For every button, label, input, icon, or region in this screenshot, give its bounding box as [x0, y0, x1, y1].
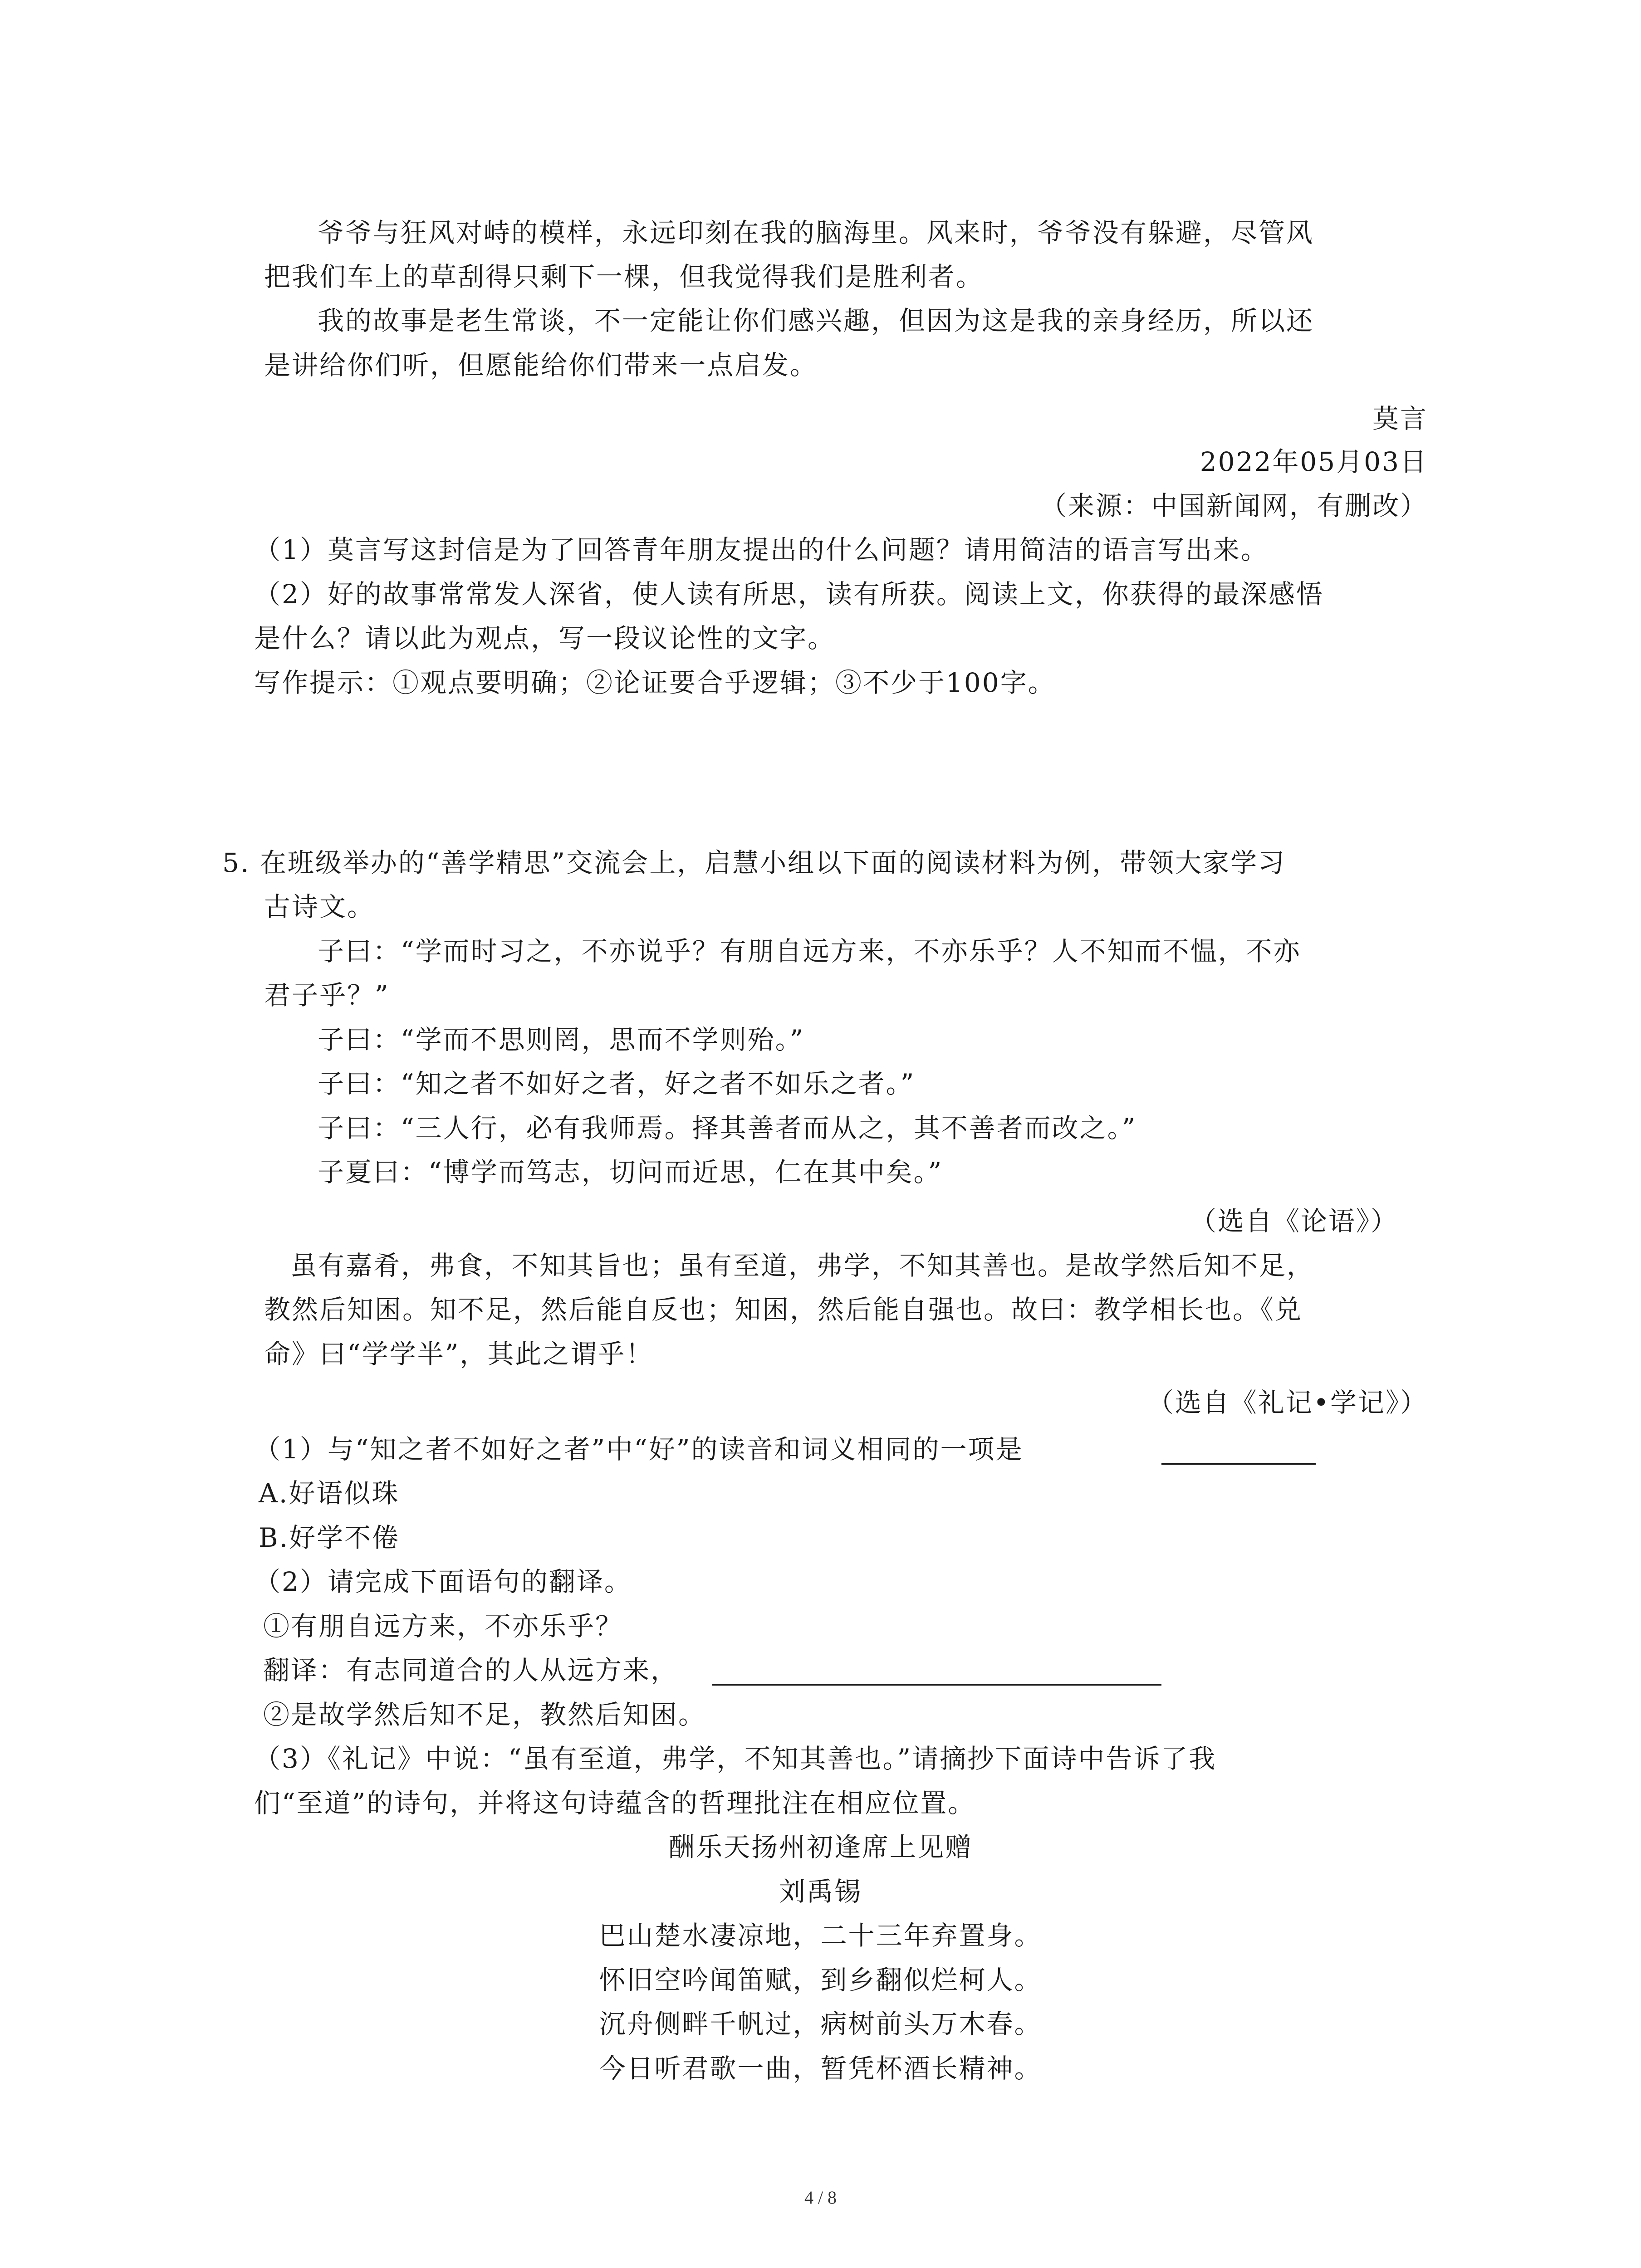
liji-line-3: 命》曰“学学半”，其此之谓乎！ — [264, 1339, 654, 1369]
letter-paragraph-2-line-2: 是讲给你们听，但愿能给你们带来一点启发。 — [264, 350, 818, 381]
liji-line-2: 教然后知困。知不足，然后能自反也；知困，然后能自强也。故曰：教学相长也。《兑 — [264, 1294, 1303, 1325]
q5-sentence-2: ②是故学然后知不足，教然后知困。 — [263, 1699, 706, 1730]
q5-sub1-answer-blank[interactable] — [1161, 1463, 1316, 1465]
lunyu-line-6: 子夏曰：“博学而笃志，切问而近思，仁在其中矣。” — [318, 1157, 943, 1188]
letter-paragraph-1-line-1: 爷爷与狂风对峙的模样，永远印刻在我的脑海里。风来时，爷爷没有躲避，尽管风 — [318, 217, 1314, 248]
q5-option-b: B.好学不倦 — [259, 1522, 400, 1553]
q5-sub3-line-1: （3）《礼记》中说：“虽有至道，弗学，不知其善也。”请摘抄下面诗中告诉了我 — [254, 1743, 1217, 1774]
lunyu-source: （选自《论语》） — [1190, 1206, 1398, 1237]
poem-title: 酬乐天扬州初逢席上见赠 — [668, 1832, 973, 1862]
letter-paragraph-1-line-2: 把我们车上的草刮得只剩下一棵，但我觉得我们是胜利者。 — [264, 261, 984, 292]
lunyu-line-3: 子曰：“学而不思则罔，思而不学则殆。” — [318, 1024, 805, 1055]
lunyu-line-5: 子曰：“三人行，必有我师焉。择其善者而从之，其不善者而改之。” — [318, 1113, 1137, 1144]
letter-signature: 莫言 — [1372, 403, 1428, 434]
q4-sub1: （1）莫言写这封信是为了回答青年朋友提出的什么问题？请用简洁的语言写出来。 — [254, 534, 1269, 565]
q5-sub2: （2）请完成下面语句的翻译。 — [254, 1566, 632, 1597]
letter-date: 2022年05月03日 — [1200, 446, 1428, 477]
poem-line-3: 沉舟侧畔千帆过，病树前头万木春。 — [599, 2009, 1042, 2039]
q5-intro-line-2: 古诗文。 — [264, 891, 375, 922]
q5-sub3-line-2: 们“至道”的诗句，并将这句诗蕴含的哲理批注在相应位置。 — [254, 1788, 976, 1818]
q4-writing-tips: 写作提示：①观点要明确；②论证要合乎逻辑；③不少于100字。 — [254, 667, 1056, 698]
lunyu-line-2: 君子乎？” — [264, 980, 390, 1011]
poem-author: 刘禹锡 — [779, 1876, 862, 1907]
liji-source: （选自《礼记•学记》） — [1147, 1387, 1428, 1418]
liji-line-1: 虽有嘉肴，弗食，不知其旨也；虽有至道，弗学，不知其善也。是故学然后知不足， — [290, 1250, 1315, 1281]
q4-sub2-line-2: 是什么？请以此为观点，写一段议论性的文字。 — [254, 623, 836, 654]
q5-intro-line-1: 5. 在班级举办的“善学精思”交流会上，启慧小组以下面的阅读材料为例，带领大家学习 — [222, 847, 1286, 878]
q5-translation-blank[interactable] — [712, 1684, 1161, 1686]
q5-option-a: A.好语似珠 — [259, 1478, 400, 1509]
q5-sub1: （1）与“知之者不如好之者”中“好”的读音和词义相同的一项是 — [254, 1434, 1024, 1465]
lunyu-line-4: 子曰：“知之者不如好之者，好之者不如乐之者。” — [318, 1068, 916, 1099]
letter-paragraph-2-line-1: 我的故事是老生常谈，不一定能让你们感兴趣，但因为这是我的亲身经历，所以还 — [318, 305, 1314, 336]
lunyu-line-1: 子曰：“学而时习之，不亦说乎？有朋自远方来，不亦乐乎？人不知而不愠，不亦 — [318, 936, 1301, 967]
poem-line-1: 巴山楚水凄凉地，二十三年弃置身。 — [599, 1920, 1042, 1951]
q5-translation-label: 翻译：有志同道合的人从远方来， — [263, 1655, 679, 1686]
q5-sentence-1: ①有朋自远方来，不亦乐乎？ — [263, 1611, 623, 1642]
letter-source: （来源：中国新闻网，有删改） — [1040, 490, 1428, 521]
page-number: 4 / 8 — [804, 2187, 837, 2208]
poem-line-4: 今日听君歌一曲，暂凭杯酒长精神。 — [599, 2053, 1042, 2084]
q4-sub2-line-1: （2）好的故事常常发人深省，使人读有所思，读有所获。阅读上文，你获得的最深感悟 — [254, 579, 1324, 610]
poem-line-2: 怀旧空吟闻笛赋，到乡翻似烂柯人。 — [599, 1965, 1042, 1995]
